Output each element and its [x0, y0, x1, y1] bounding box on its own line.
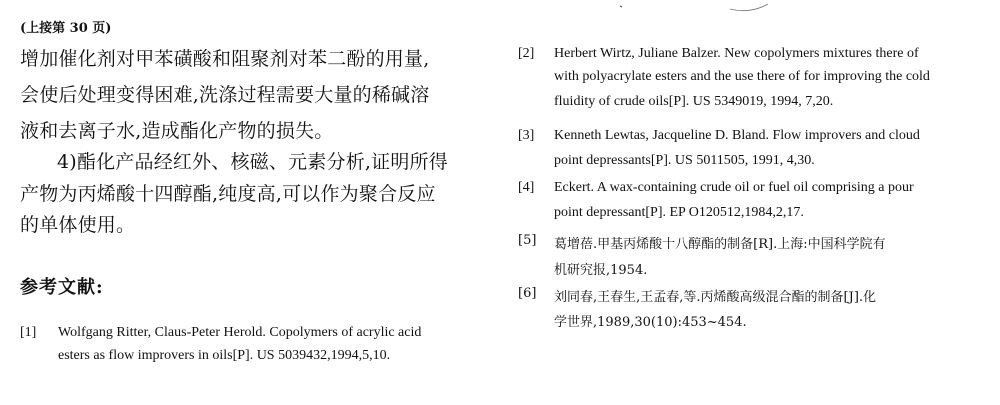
reference-line: Herbert Wirtz, Juliane Balzer. New copolymers mixtures there of: [554, 46, 919, 61]
body-text-line: 增加催化剂对甲苯磺酸和阻聚剂对苯二酚的用量,: [20, 48, 430, 70]
reference-line: 葛增蓓.甲基丙烯酸十八醇酯的制备[R].上海:中国科学院有: [554, 237, 886, 252]
references-heading: 参考文献:: [20, 277, 104, 298]
reference-line: 学世界,1989,30(10):453~454.: [554, 315, 747, 330]
reference-line: esters as flow improvers in oils[P]. US 5039432,1994,5,10.: [58, 348, 391, 363]
body-text-line: 会使后处理变得困难,洗涤过程需要大量的稀碱溶: [20, 84, 430, 106]
reference-line: 刘同春,王春生,王孟春,等.丙烯酸高级混合酯的制备[J].化: [554, 290, 877, 305]
reference-line: point depressant[P]. EP O120512,1984,2,17.: [554, 205, 804, 220]
continued-from-note: (上接第 30 页): [20, 21, 112, 36]
reference-line: fluidity of crude oils[P]. US 5349019, 1994, 7,20.: [554, 94, 834, 109]
reference-line: Wolfgang Ritter, Claus-Peter Herold. Copolymers of acrylic acid: [58, 325, 422, 340]
reference-line: Eckert. A wax-containing crude oil or fuel oil comprising a pour: [554, 180, 914, 195]
body-text-line: 液和去离子水,造成酯化产物的损失。: [20, 120, 334, 142]
body-text-line: 产物为丙烯酸十四醇酯,纯度高,可以作为聚合反应: [20, 183, 436, 205]
reference-number: [5]: [518, 233, 537, 248]
reference-line: with polyacrylate esters and the use there of for improving the cold: [554, 69, 930, 84]
reference-number: [1]: [20, 325, 37, 340]
reference-number: [6]: [518, 286, 537, 301]
reference-line: 机研究报,1954.: [554, 263, 648, 278]
reference-line: Kenneth Lewtas, Jacqueline D. Bland. Flow improvers and cloud: [554, 128, 920, 143]
reference-number: [3]: [518, 128, 535, 143]
reference-number: [2]: [518, 46, 535, 61]
reference-number: [4]: [518, 180, 535, 195]
scan-artifact-mark: [600, 0, 780, 18]
reference-line: point depressants[P]. US 5011505, 1991, 4,30.: [554, 153, 815, 168]
body-text-line: 4)酯化产品经红外、核磁、元素分析,证明所得: [57, 151, 448, 173]
body-text-line: 的单体使用。: [20, 214, 136, 236]
